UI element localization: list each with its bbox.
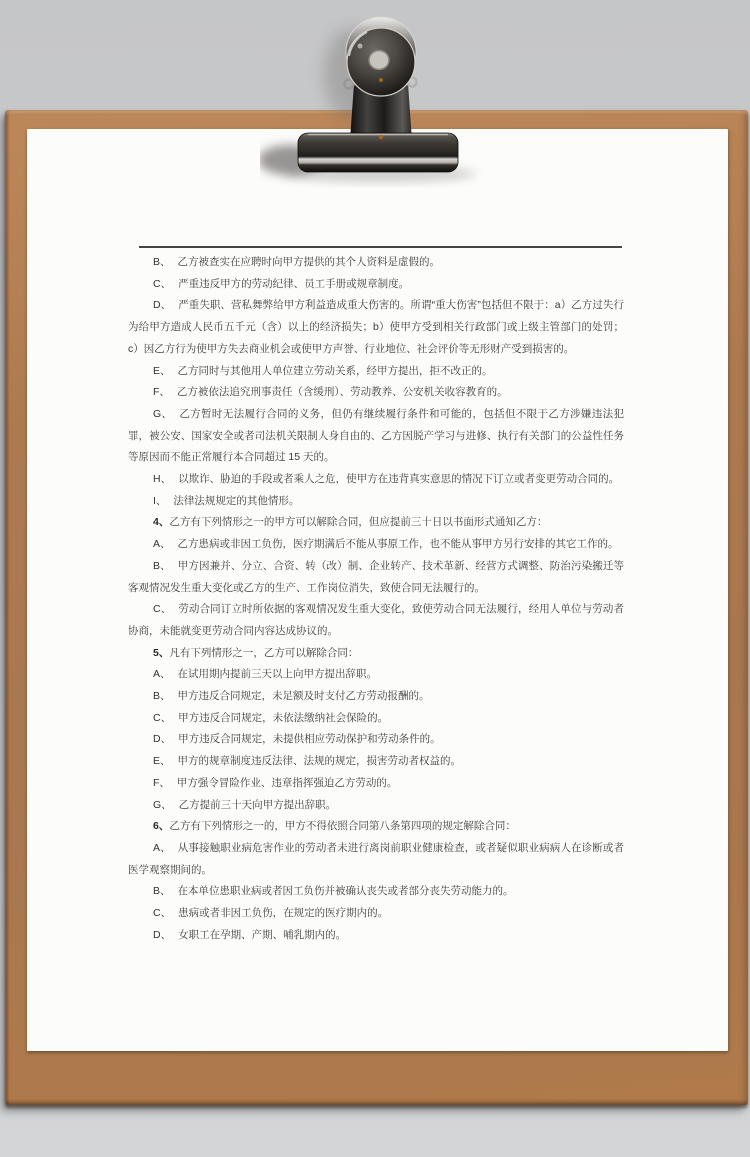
paragraph-label: B、 — [153, 885, 171, 898]
paragraph — [128, 773, 624, 795]
paragraph-label: 5、 — [153, 646, 170, 659]
clip-rivet-top — [379, 78, 383, 82]
paragraph-label: A、 — [153, 668, 171, 681]
paragraph-label: C、 — [153, 603, 172, 616]
paragraph — [128, 491, 624, 513]
paragraph — [128, 816, 624, 838]
paragraph — [128, 664, 624, 686]
paragraph-label: A、 — [153, 841, 171, 854]
paragraph — [128, 708, 624, 730]
paragraph-label: B、 — [153, 256, 171, 268]
paragraph — [128, 751, 624, 773]
paragraph-text: 从事接触职业病危害作业的劳动者未进行离岗前职业健康检查，或者疑似职业病病人在诊断或者医学观察期间的。 — [128, 841, 624, 876]
paragraph-text: 严重失职、营私舞弊给甲方利益造成重大伤害的。所谓“重大伤害”包括但不限于：a）乙方过失行为给甲方造成人民币五千元（含）以上的经济损失；b）使甲方受到相关行政部门或上级主管部门的处罚；c）因乙方行为使甲方失去商业机会或使甲方声誉、行业地位、社会评价等无形财产受到损害的。 — [128, 299, 624, 355]
paragraph-text: 乙方患病或非因工负伤，医疗期满后不能从事原工作，也不能从事甲方另行安排的其它工作的。 — [177, 538, 619, 551]
paragraph-label: C、 — [153, 907, 172, 920]
paragraph — [128, 534, 624, 556]
paragraph — [128, 599, 624, 642]
paragraph-text: 乙方被查实在应聘时向甲方提供的其个人资料是虚假的。 — [177, 256, 441, 268]
document-text — [128, 246, 624, 947]
paragraph-text: 甲方强令冒险作业、违章指挥强迫乙方劳动的。 — [176, 776, 398, 789]
paragraph-label: C、 — [153, 277, 172, 290]
paragraph-label: D、 — [153, 299, 172, 312]
binder-clip-icon — [260, 10, 490, 188]
paragraph-label: D、 — [153, 928, 172, 941]
paragraph-label: E、 — [153, 755, 171, 768]
paragraph — [128, 925, 624, 947]
paragraph-text: 女职工在孕期、产期、哺乳期内的。 — [178, 928, 347, 941]
paragraph-text: 法律法规规定的其他情形。 — [173, 494, 300, 507]
clip-glint — [358, 44, 363, 49]
paragraph-text: 乙方暂时无法履行合同的义务，但仍有继续履行条件和可能的，包括但不限于乙方涉嫌违法犯罪，被公安、国家安全或者司法机关限制人身自由的、乙方因脱产学习与进修、执行有关部门的公益性任务等原因而不能正常履行本合同超过 15 天的。 — [128, 407, 624, 464]
paragraph — [128, 795, 624, 817]
paragraph-label: A、 — [153, 538, 171, 551]
paragraph-label: I、 — [153, 494, 167, 507]
paragraph — [128, 274, 624, 296]
paragraph-list — [128, 252, 624, 947]
paragraph-text: 甲方的规章制度违反法律、法规的规定，损害劳动者权益的。 — [177, 755, 462, 768]
paragraph-text: 劳动合同订立时所依据的客观情况发生重大变化，致使劳动合同无法履行，经用人单位与劳动者协商，未能就变更劳动合同内容达成协议的。 — [128, 603, 624, 637]
paragraph — [128, 512, 624, 534]
paragraph-text: 乙方同时与其他用人单位建立劳动关系，经甲方提出，拒不改正的。 — [177, 364, 493, 377]
paragraph-label: G、 — [153, 407, 173, 420]
paragraph — [128, 295, 624, 360]
paragraph-label: 4、 — [153, 516, 170, 529]
paragraph-label: F、 — [153, 386, 170, 399]
paragraph-text: 在本单位患职业病或者因工负伤并被确认丧失或者部分丧失劳动能力的。 — [177, 885, 514, 898]
paragraph-label: F、 — [153, 776, 170, 789]
paragraph — [128, 469, 624, 491]
paragraph-text: 甲方违反合同规定，未提供相应劳动保护和劳动条件的。 — [178, 733, 441, 746]
paragraph — [128, 881, 624, 903]
paragraph-text: 乙方有下列情形之一的，甲方不得依照合同第八条第四项的规定解除合同： — [169, 820, 516, 833]
paragraph-text: 乙方有下列情形之一的甲方可以解除合同，但应提前三十日以书面形式通知乙方： — [169, 516, 548, 529]
paragraph-label: H、 — [153, 473, 172, 486]
paragraph — [128, 643, 624, 665]
paragraph-text: 在试用期内提前三天以上向甲方提出辞职。 — [177, 668, 378, 681]
clip-rivet-bar — [379, 135, 383, 139]
paragraph — [128, 903, 624, 925]
paragraph — [128, 729, 624, 751]
paragraph — [128, 838, 624, 881]
paragraph — [128, 686, 624, 708]
paragraph-label: B、 — [153, 690, 171, 703]
paragraph — [128, 382, 624, 404]
paragraph — [128, 556, 624, 599]
clip-bar — [298, 133, 458, 172]
paragraph-label: E、 — [153, 364, 171, 377]
paragraph-label: D、 — [153, 733, 172, 746]
paragraph-text: 甲方违反合同规定，未依法缴纳社会保险的。 — [178, 711, 389, 724]
paragraph-text: 患病或者非因工负伤，在规定的医疗期内的。 — [178, 907, 389, 920]
paragraph-text: 甲方违反合同规定，未足额及时支付乙方劳动报酬的。 — [177, 690, 430, 703]
paragraph — [128, 361, 624, 383]
clip-hole — [369, 51, 389, 70]
paragraph-text: 乙方提前三十天向甲方提出辞职。 — [178, 798, 337, 811]
paragraph-label: B、 — [153, 559, 171, 572]
paragraph-text: 严重违反甲方的劳动纪律、员工手册或规章制度。 — [178, 277, 410, 290]
paragraph-label: 6、 — [153, 820, 170, 833]
paragraph — [128, 404, 624, 469]
separator-line — [139, 246, 622, 248]
paragraph-label: C、 — [153, 711, 172, 724]
paragraph-label: G、 — [153, 798, 172, 811]
paragraph — [128, 252, 624, 274]
paragraph-text: 凡有下列情形之一，乙方可以解除合同： — [169, 646, 359, 659]
paragraph-text: 甲方因兼并、分立、合资、转（改）制、企业转产、技术革新、经营方式调整、防治污染搬迁等客观情况发生重大变化或乙方的生产、工作岗位消失，致使合同无法履行的。 — [128, 559, 624, 594]
paragraph-text: 乙方被依法追究刑事责任（含缓刑）、劳动教养、公安机关收容教育的。 — [176, 386, 508, 399]
paragraph-text: 以欺诈、胁迫的手段或者乘人之危，使甲方在违背真实意思的情况下订立或者变更劳动合同的。 — [178, 473, 620, 486]
